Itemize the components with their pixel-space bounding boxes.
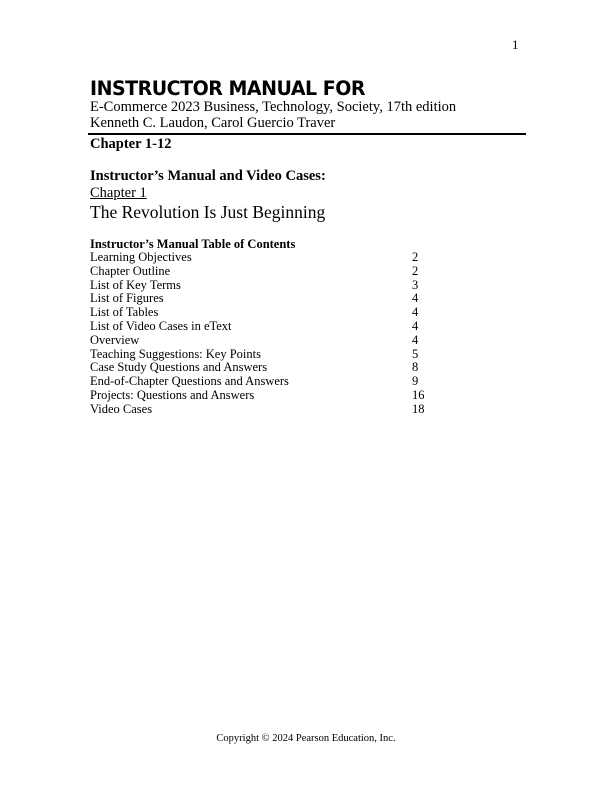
toc-item-label: End-of-Chapter Questions and Answers — [90, 374, 289, 389]
toc-item-page: 4 — [412, 291, 419, 306]
toc-item-page: 8 — [412, 360, 419, 375]
table-of-contents — [90, 251, 524, 417]
toc-item-label: List of Video Cases in eText — [90, 318, 232, 333]
toc-item-page: 2 — [412, 263, 419, 278]
toc-item-label: Overview — [90, 332, 140, 347]
toc-item-label: Chapter Outline — [90, 263, 171, 278]
toc-item-page: 18 — [412, 401, 425, 416]
video-cases-heading: Instructor’s Manual and Video Cases: — [90, 168, 326, 184]
toc-item-page: 3 — [412, 277, 419, 292]
toc-item-label: Case Study Questions and Answers — [90, 360, 268, 375]
toc-item-page: 4 — [412, 305, 419, 320]
toc-item-label: List of Key Terms — [90, 277, 181, 292]
toc-item-page: 5 — [412, 346, 419, 361]
toc-row — [90, 375, 524, 389]
toc-item-page: 4 — [412, 318, 419, 333]
toc-item-page: 9 — [412, 374, 419, 389]
toc-item-label: List of Tables — [90, 305, 159, 320]
document-body — [90, 78, 524, 417]
toc-row — [90, 389, 524, 403]
toc-row — [90, 361, 524, 375]
toc-item-label: Learning Objectives — [90, 250, 192, 264]
toc-row — [90, 292, 524, 306]
toc-row — [90, 320, 524, 334]
toc-row — [90, 334, 524, 348]
book-title: E-Commerce 2023 Business, Technology, Society, 17th edition — [90, 99, 457, 115]
chapter-name: The Revolution Is Just Beginning — [90, 202, 326, 222]
toc-item-page: 4 — [412, 332, 419, 347]
toc-item-label: Teaching Suggestions: Key Points — [90, 346, 261, 361]
authors: Kenneth C. Laudon, Carol Guercio Traver — [90, 115, 336, 131]
chapter-range: Chapter 1-12 — [90, 136, 172, 152]
toc-item-page: 16 — [412, 387, 425, 402]
toc-row — [90, 279, 524, 293]
toc-item-page: 2 — [412, 250, 419, 264]
toc-item-label: Projects: Questions and Answers — [90, 387, 255, 402]
page-number: 1 — [512, 37, 519, 52]
toc-row — [90, 251, 524, 265]
toc-row — [90, 403, 524, 417]
copyright-footer: Copyright © 2024 Pearson Education, Inc. — [216, 733, 396, 744]
toc-row — [90, 348, 524, 362]
toc-heading: Instructor’s Manual Table of Contents — [90, 237, 296, 251]
toc-item-label: Video Cases — [90, 401, 153, 416]
toc-item-label: List of Figures — [90, 291, 164, 306]
toc-row — [90, 306, 524, 320]
toc-row — [90, 265, 524, 279]
chapter-label: Chapter 1 — [90, 185, 147, 201]
manual-title: INSTRUCTOR MANUAL FOR — [90, 76, 366, 101]
